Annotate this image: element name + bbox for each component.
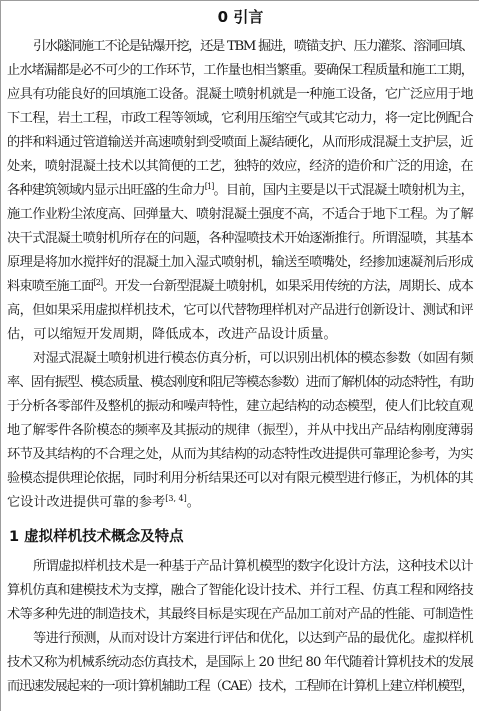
text-line	[7, 107, 474, 131]
text-line	[7, 131, 474, 155]
text-line	[7, 651, 474, 675]
text-line	[7, 35, 474, 59]
text-line-content	[7, 395, 473, 419]
text-segment: 决干式混凝土喷射机所存在的问题，各种湿喷技术开始逐渐推行。所谓湿喷，其基本	[7, 231, 473, 246]
text-segment: 估，可以缩短开发周期，降低成本，改进产品设计质量。	[7, 327, 337, 342]
text-line-content	[7, 491, 200, 515]
text-line	[7, 371, 474, 395]
text-segment: 等进行预测，从而对设计方案进行评估和优化，以达到产品的最优化。虚拟样机	[33, 631, 473, 646]
virtual-prototype-body	[7, 555, 474, 699]
text-segment: 技术又称为机械系统动态仿真技术，是国际上 20 世纪 80 年代随着计算机技术的发展	[7, 655, 473, 670]
text-segment: 料束喷至施工面	[7, 279, 94, 294]
text-segment: 于分析各零部件及整机的振动和噪声特性，建立起结构的动态模型，使人们比较直观	[7, 399, 473, 414]
text-line	[7, 227, 474, 251]
text-line-content	[7, 131, 473, 155]
text-line	[7, 251, 474, 275]
citation-superscript: [1]	[204, 182, 214, 191]
text-line	[7, 59, 474, 83]
text-line	[7, 675, 474, 699]
text-line-content	[7, 251, 473, 275]
text-segment: 止水堵漏都是必不可少的工作环节，工作量也相当繁重。要确保工程质量和施工工期，	[7, 63, 474, 78]
text-line	[7, 579, 474, 603]
text-line	[7, 299, 474, 323]
introduction-body	[7, 35, 474, 515]
text-segment: 引水隧洞施工不论是钻爆开挖，还是 TBM 掘进，喷锚支护、压力灌浆、溶洞回填、	[33, 39, 473, 54]
text-line	[7, 323, 474, 347]
text-line-content	[33, 555, 473, 579]
text-segment: 它设计改进提供可靠的参考	[7, 495, 166, 510]
text-segment: 验模态提供理论依据，同时利用分析结果还可以对有限元模型进行修正，为机体的其	[7, 471, 473, 486]
text-segment: 术等多种先进的制造技术，其最终目标是实现在产品加工前对产品的性能、可制造性	[7, 607, 473, 622]
text-line-content	[7, 651, 473, 675]
text-line-content	[7, 155, 473, 179]
section-heading-virtual-prototype: 1 虚拟样机技术概念及特点	[9, 529, 184, 545]
text-line	[7, 395, 474, 419]
text-line-content	[7, 675, 473, 699]
paragraph	[7, 35, 474, 347]
text-line	[7, 275, 474, 299]
text-line-content	[7, 59, 473, 83]
text-segment: 率、固有振型、模态质量、模态刚度和阻尼等模态参数）进而了解机体的动态特性，有助	[7, 375, 473, 390]
text-line	[7, 555, 474, 579]
text-segment: 而迅速发展起来的一项计算机辅助工程（CAE）技术，工程师在计算机上建立样机模型，	[7, 679, 473, 694]
text-segment: 下工程，岩土工程，市政工程等领域，它利用压缩空气或其它动力，将一定比例配合	[7, 111, 473, 126]
text-line	[7, 627, 474, 651]
text-segment: 处来，喷射混凝土技术以其简便的工艺，独特的效应，经济的造价和广泛的用途，在	[7, 159, 473, 174]
text-line-content	[7, 299, 473, 323]
text-line-content	[7, 83, 473, 107]
text-line	[7, 155, 474, 179]
text-segment: 应具有功能良好的回填施工设备。混凝土喷射机就是一种施工设备，它广泛应用于地	[7, 87, 473, 102]
text-segment: 原理是将加水搅拌好的混凝土加入湿式喷射机，输送至喷嘴处，经掺加速凝剂后形成	[7, 255, 473, 270]
text-line-content	[33, 347, 473, 371]
text-line-content	[7, 443, 473, 467]
text-line-content	[7, 371, 473, 395]
text-segment: 算机仿真和建模技术为支撑，融合了智能化设计技术、并行工程、仿真工程和网络技	[7, 583, 473, 598]
text-line	[7, 443, 474, 467]
paragraph	[7, 347, 474, 515]
text-segment: 。	[186, 495, 200, 510]
text-line-content	[7, 603, 473, 627]
text-line	[7, 83, 474, 107]
text-line	[7, 419, 474, 443]
text-line-content	[7, 467, 473, 491]
text-segment: 所谓虚拟样机技术是一种基于产品计算机模型的数字化设计方法，这种技术以计	[33, 559, 473, 574]
text-line	[7, 179, 474, 203]
citation-superscript: [3, 4]	[165, 494, 187, 503]
text-line-content	[7, 323, 337, 347]
text-segment: 的拌和料通过管道输送并高速喷射到受喷面上凝结硬化，从而形成混凝土支护层，近	[7, 135, 473, 150]
text-line	[7, 203, 474, 227]
text-segment: 。开发一台新型混凝土喷射机，如果采用传统的方法，周期长、成本	[102, 279, 474, 294]
text-line-content	[7, 419, 473, 443]
citation-superscript: [2]	[93, 278, 103, 287]
section-heading-introduction: 0 引言	[217, 8, 264, 26]
text-segment: 各种建筑领域内显示出旺盛的生命力	[7, 183, 205, 198]
text-line-content	[7, 203, 473, 227]
text-segment: 对湿式混凝土喷射机进行模态仿真分析，可以识别出机体的模态参数（如固有频	[33, 351, 473, 366]
text-line-content	[7, 107, 473, 131]
text-segment: 施工作业粉尘浓度高、回弹量大、喷射混凝土强度不高，不适合于地下工程。为了解	[7, 207, 473, 222]
paragraph	[7, 555, 474, 699]
text-line	[7, 603, 474, 627]
text-line	[7, 347, 474, 371]
text-segment: 环节及其结构的不合理之处，从而为其结构的动态特性改进提供可靠理论参考，为实	[7, 447, 473, 462]
text-line-content	[7, 579, 473, 603]
text-line-content	[33, 35, 473, 59]
text-line-content	[7, 179, 473, 203]
text-line	[7, 491, 474, 515]
text-segment: 高，但如果采用虚拟样机技术，它可以代替物理样机对产品进行创新设计、测试和评	[7, 303, 473, 318]
text-segment: 。目前，国内主要是以干式混凝土喷射机为主，	[213, 183, 473, 198]
text-line-content	[7, 275, 473, 299]
text-line-content	[33, 627, 473, 651]
text-line	[7, 467, 474, 491]
text-line-content	[7, 227, 473, 251]
text-segment: 地了解零件各阶模态的频率及其振动的规律（振型），并从中找出产品结构刚度薄弱	[7, 423, 473, 438]
